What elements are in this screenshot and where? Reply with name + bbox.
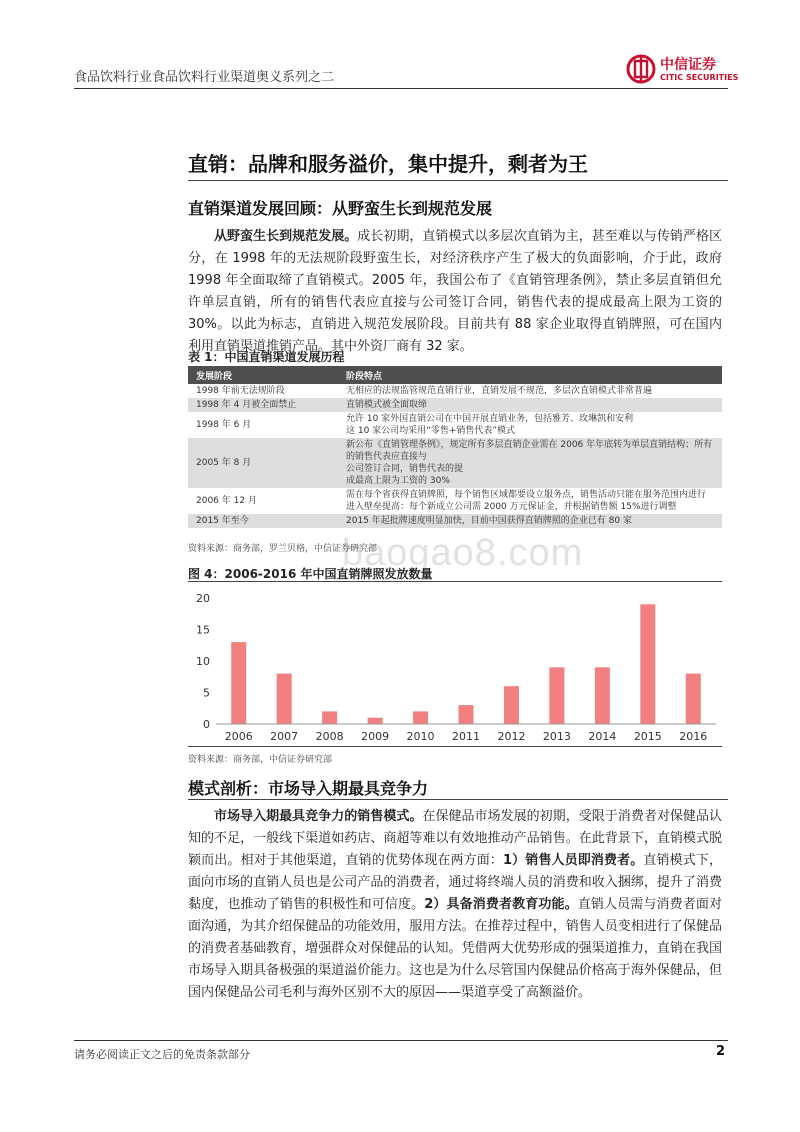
table-row [188,398,722,412]
paragraph-emphasis: 1）销售人员即消费者。 [502,853,644,868]
paragraph-body: 成长初期，直销模式以多层次直销为主，甚至难以与传销严格区分，在 1998 年的无法规阶段野蛮生长，对经济秩序产生了极大的负面影响，介于此，政府 1998 年全面取缔了直销模式。2005 年，我国公布了《直销管理条例》，禁止多层直销但允许单层直销，所有的销售代表应直接与公司签订合同，销售代表的提成最高上限为工资的 30%。以此为标志，直销进入规范发展阶段。目前共有 88 家企业取得直销牌照，可在国内利用直销渠道推销产品。其中外资厂商有 32 家。 [188,229,722,354]
table-row [188,514,722,528]
bar-2008 [322,711,337,724]
paragraph-text: 直销人员需与消费者面对面沟通，为其介绍保健品的功能效用，服用方法。在推荐过程中，销售人员变相进行了保健品的消费者基础教育，增强群众对保健品的认知。凭借两大优势形成的强渠道推力，直销在我国市场导入期具备极强的渠道溢价能力。这也是为什么尽管国内保健品价格高于海外保健品，但国内保健品公司毛利与海外区别不大的原因——渠道享受了高额溢价。 [188,897,722,1000]
table-cell-stage: 1998 年前无法规阶段 [188,384,338,398]
footer-disclaimer: 请务必阅读正文之后的免责条款部分 [74,1048,250,1061]
y-tick-label: 5 [203,686,210,700]
table-cell-stage: 1998 年 4 月被全面禁止 [188,398,338,412]
figure-source-divider [188,746,722,747]
table-cell-stage: 2005 年 8 月 [188,438,338,488]
x-tick-label: 2012 [497,730,526,742]
page-number: 2 [716,1044,726,1059]
logo-text-cn: 中信证券 [660,57,716,73]
citic-logo [626,52,739,86]
table-cell-stage: 1998 年 6 月 [188,412,338,438]
table-body [188,384,722,528]
paragraph-emphasis: 2）具备消费者教育功能。 [424,897,578,912]
table-cell-stage: 2015 年至今 [188,514,338,528]
figure-source: 资料来源：商务部，中信证券研究部 [188,755,333,765]
table-row [188,384,722,398]
x-tick-label: 2009 [361,730,390,742]
bar-2016 [686,674,701,724]
section-title-review: 直销渠道发展回顾：从野蛮生长到规范发展 [188,199,493,218]
table-header-stage: 发展阶段 [188,366,338,384]
table-row [188,488,722,514]
table-cell-stage: 2006 年 12 月 [188,488,338,514]
header-divider [74,88,728,89]
chapter-title: 直销：品牌和服务溢价，集中提升，剩者为王 [188,152,588,176]
license-bar-chart [188,586,722,742]
x-tick-label: 2006 [224,730,253,742]
table-cell-feature: 需在每个省获得直销牌照，每个销售区域都要设立服务点，销售活动只能在服务范围内进行 进入壁垒提高：每个新成立公司需 2000 万元保证金，并根据销售额 15%进行调整 [338,488,722,514]
bar-2015 [640,604,655,724]
paragraph-lead: 从野蛮生长到规范发展。 [214,229,358,244]
y-tick-label: 20 [196,592,210,605]
paragraph-review [188,226,722,358]
x-tick-label: 2014 [588,730,617,742]
x-tick-label: 2011 [452,730,480,742]
bar-2013 [549,667,564,724]
bar-2010 [413,711,428,724]
table-row [188,412,722,438]
x-tick-label: 2007 [270,730,299,742]
citic-emblem-icon [626,54,656,84]
paragraph-text: 直销模式下，面向市场的直销人员也是公司产品的消费者，通过将终端人员的消费和收入捆绑，提升了消费黏度，也推动了销售的积极性和可信度。 [188,853,722,912]
table-cell-feature: 新公布《直销管理条例》，规定所有多层直销企业需在 2006 年年底转为单层直销结构；所有的销售代表应直接与 公司签订合同，销售代表的提 成最高上限为工资的 30% [338,438,722,488]
x-tick-label: 2016 [679,730,708,742]
figure-caption: 图 4：2006-2016 年中国直销牌照发放数量 [188,567,433,581]
bar-2009 [368,718,383,724]
section-divider [188,799,728,800]
table-row [188,438,722,488]
paragraph-text: 在保健品市场发展的初期，受限于消费者对保健品认知的不足，一般线下渠道如药店、商超等难以有效地推动产品销售。在此背景下，直销模式脱颖而出。相对于其他渠道，直销的优势体现在两方面： [188,809,722,868]
table-cell-feature: 无相应的法规监管规范直销行业，直销发展不规范，多层次直销模式非常普遍 [338,384,722,398]
x-tick-label: 2008 [315,730,344,742]
y-tick-label: 15 [196,623,210,637]
section-title-model: 模式剖析：市场导入期最具竞争力 [188,779,429,798]
table-header-feature: 阶段特点 [338,366,722,384]
watermark: baogao8.com [342,532,584,574]
header-title: 食品饮料行业食品饮料行业渠道奥义系列之二 [74,70,335,85]
x-tick-label: 2013 [542,730,571,742]
table-cell-feature: 允许 10 家外国直销公司在中国开展直销业务，包括雅芳、玫琳凯和安利 这 10 家公司均采用“零售+销售代表”模式 [338,412,722,438]
bar-2012 [504,686,519,724]
y-tick-label: 10 [196,655,210,668]
development-table [188,366,722,528]
table-caption: 表 1：中国直销渠道发展历程 [188,350,345,364]
figure-divider [188,581,722,582]
logo-text-en: CITIC SECURITIES [660,73,739,82]
bar-2014 [595,667,610,724]
chapter-divider [188,180,728,181]
bar-2011 [459,705,474,724]
paragraph-emphasis: 市场导入期最具竞争力的销售模式。 [214,809,423,824]
bar-2006 [231,642,246,724]
paragraph-model [188,806,722,1004]
x-tick-label: 2010 [406,730,435,742]
bar-2007 [277,674,292,724]
table-cell-feature: 2015 年起批牌速度明显加快，目前中国获得直销牌照的企业已有 80 家 [338,514,722,528]
footer-divider [74,1040,728,1041]
x-tick-label: 2015 [633,730,662,742]
table-source: 资料来源：商务部，罗兰贝格，中信证券研究部 [188,544,378,554]
table-cell-feature: 直销模式被全面取缔 [338,398,722,412]
y-tick-label: 0 [203,718,210,731]
